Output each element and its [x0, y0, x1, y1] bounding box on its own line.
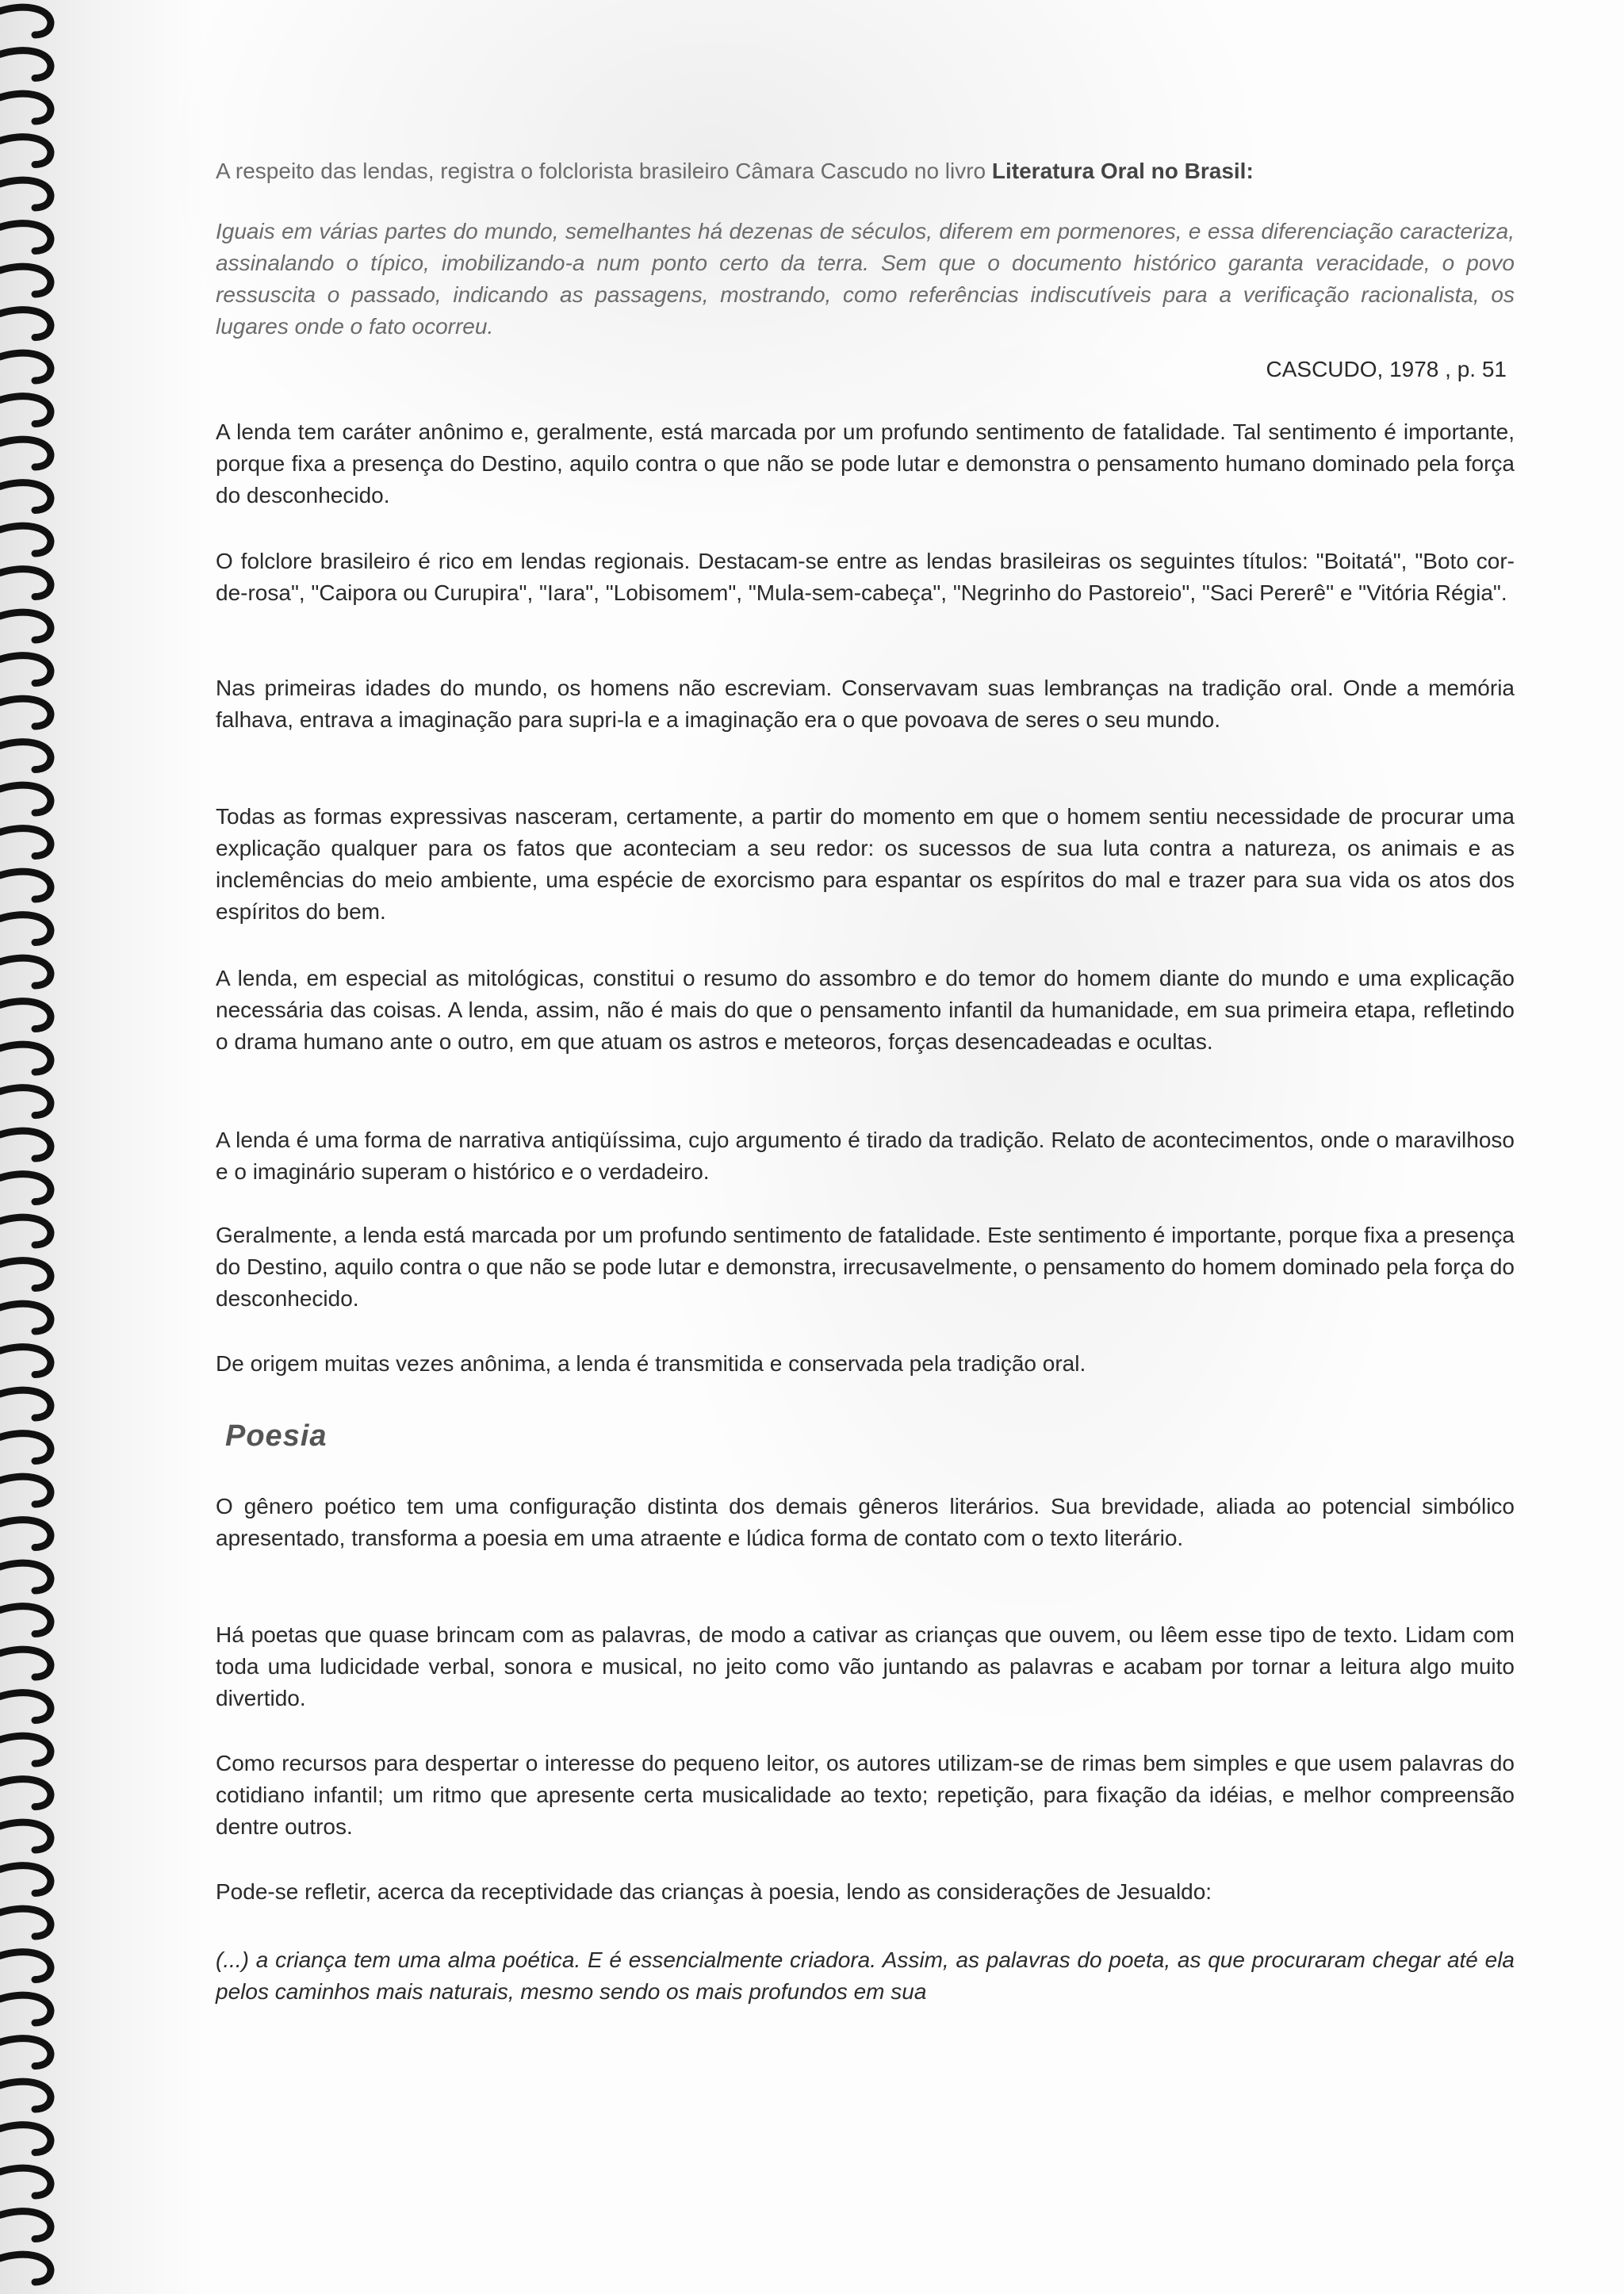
spiral-loop [0, 2254, 51, 2282]
paragraph-5: A lenda, em especial as mitológicas, constitui o resumo do assombro e do temor do homem diante do mundo e uma explicação necessária das coisas. A lenda, assim, não é mais do que o pensamento infantil da humanidade, em sua primeira etapa, refletindo o drama humano ante o outro, em que atuam os astros e meteoros, forças desencadeadas e ocultas. [216, 966, 1515, 1054]
spiral-loop [0, 1909, 51, 1936]
spiral-loop [0, 1390, 51, 1418]
spiral-loop [0, 396, 51, 424]
spiral-loop [0, 483, 51, 511]
spiral-loop [0, 1044, 51, 1072]
spiral-loop [0, 1649, 51, 1677]
spiral-loop [0, 915, 51, 943]
section-heading-poesia: Poesia [225, 1419, 327, 1453]
spiral-loop [0, 7, 51, 35]
spiral-loop [0, 958, 51, 986]
spiral-loop [0, 180, 51, 208]
spiral-loop [0, 51, 51, 79]
paragraph-1: A lenda tem caráter anônimo e, geralmente, está marcada por um profundo sentimento de fatalidade. Tal sentimento é importante, porque fixa a presença do Destino, aquilo contra o que não se pode lutar e demonstra o pensamento humano dominado pela força do desconhecido. [216, 419, 1515, 507]
spiral-loop [0, 1131, 51, 1158]
spiral-loop [0, 742, 51, 770]
spiral-loop [0, 1174, 51, 1202]
quote-citation: CASCUDO, 1978 , p. 51 [1266, 357, 1507, 381]
jesualdo-quote: (...) a criança tem uma alma poética. E é essencialmente criadora. Assim, as palavras do poeta, as que procuraram chegar até ela pelos caminhos mais naturais, mesmo sendo os mais profundos em sua [216, 1947, 1515, 2004]
poetry-paragraph-1: O gênero poético tem uma configuração distinta dos demais gêneros literários. Sua brevidade, aliada ao potencial simbólico apresentado, transforma a poesia em uma atraente e lúdica forma de contato com o texto literário. [216, 1494, 1515, 1550]
paragraph-3: Nas primeiras idades do mundo, os homens não escreviam. Conservavam suas lembranças na tradição oral. Onde a memória falhava, entrava a imaginação para supri-la e a imaginação era o que povoava de seres o seu mundo. [216, 676, 1515, 732]
spiral-loop [0, 1520, 51, 1548]
intro-book-title: Literatura Oral no Brasil: [991, 159, 1254, 183]
spiral-loop [0, 1693, 51, 1721]
cascudo-quote: Iguais em várias partes do mundo, semelhantes há dezenas de séculos, diferem em pormenores, e essa diferenciação caracteriza, assinalando o típico, imobilizando-a num ponto certo da terra. Sem que o documento histórico garanta veracidade, o povo ressuscita o passado, indicando as passagens, mostrando, como referências indiscutíveis para a verificação racionalista, os lugares onde o fato ocorreu. [216, 219, 1515, 339]
spiral-loop [0, 1607, 51, 1634]
spiral-loop [0, 1779, 51, 1807]
intro-text: A respeito das lendas, registra o folclorista brasileiro Câmara Cascudo no livro [216, 159, 992, 183]
spiral-loop [0, 699, 51, 726]
spiral-loop [0, 1001, 51, 1029]
spiral-loop [0, 1434, 51, 1461]
spiral-loop [0, 526, 51, 553]
spiral-loop [0, 1995, 51, 2023]
paragraph-4: Todas as formas expressivas nasceram, certamente, a partir do momento em que o homem sentiu necessidade de procurar uma explicação qualquer para os fatos que aconteciam a seu redor: os sucessos de sua luta contra a natureza, os animais e as inclemências do meio ambiente, uma espécie de exorcismo para espantar os espíritos do mal e trazer para sua vida os atos dos espíritos do bem. [216, 804, 1515, 924]
intro-line [216, 155, 1515, 187]
spiral-loop [0, 2039, 51, 2066]
paragraph-6: A lenda é uma forma de narrativa antiqüíssima, cujo argumento é tirado da tradição. Relato de acontecimentos, onde o maravilhoso e o imaginário superam o histórico e o verdadeiro. [216, 1128, 1515, 1184]
spiral-loop [0, 2168, 51, 2196]
poetry-paragraph-4: Pode-se refletir, acerca da receptividade das crianças à poesia, lendo as considerações de Jesualdo: [216, 1879, 1212, 1904]
spiral-binding [0, 0, 63, 2294]
spiral-loop [0, 1217, 51, 1245]
spiral-loop [0, 785, 51, 813]
spiral-loop [0, 2125, 51, 2153]
poetry-paragraph-3: Como recursos para despertar o interesse do pequeno leitor, os autores utilizam-se de rimas bem simples e que usem palavras do cotidiano infantil; um ritmo que apresente certa musicalidade ao texto; repetição, para fixação da idéias, e melhor compreensão dentre outros. [216, 1751, 1515, 1839]
spiral-loop [0, 1347, 51, 1375]
spiral-loop [0, 2212, 51, 2239]
spiral-loop [0, 353, 51, 381]
paragraph-8: De origem muitas vezes anônima, a lenda é transmitida e conservada pela tradição oral. [216, 1351, 1086, 1376]
spiral-loop [0, 1822, 51, 1850]
spiral-loop [0, 871, 51, 899]
spiral-loop [0, 310, 51, 338]
spiral-loop [0, 569, 51, 597]
spiral-loop [0, 1304, 51, 1331]
spiral-loop [0, 137, 51, 165]
spiral-loop [0, 439, 51, 467]
spiral-loop [0, 224, 51, 251]
spiral-loop [0, 1261, 51, 1289]
spiral-loop [0, 2081, 51, 2109]
spiral-loop [0, 1952, 51, 1980]
spiral-loop [0, 612, 51, 640]
spiral-loop [0, 266, 51, 294]
spiral-loop [0, 1866, 51, 1894]
spiral-loop [0, 656, 51, 684]
spiral-loop [0, 829, 51, 856]
spiral-loop [0, 1736, 51, 1764]
poetry-paragraph-2: Há poetas que quase brincam com as palavras, de modo a cativar as crianças que ouvem, ou lêem esse tipo de texto. Lidam com toda uma ludicidade verbal, sonora e musical, no jeito como vão juntando as palavras e acabam por tornar a leitura algo muito divertido. [216, 1622, 1515, 1710]
paragraph-2: O folclore brasileiro é rico em lendas regionais. Destacam-se entre as lendas brasileiras os seguintes títulos: "Boitatá", "Boto cor-de-rosa", "Caipora ou Curupira", "Iara", "Lobisomem", "Mula-sem-cabeça", "Negrinho do Pastoreio", "Saci Pererê" e "Vitória Régia". [216, 549, 1515, 605]
spiral-loop [0, 1563, 51, 1591]
paragraph-7: Geralmente, a lenda está marcada por um profundo sentimento de fatalidade. Este sentimento é importante, porque fixa a presença do Destino, aquilo contra o que não se pode lutar e demonstra, irrecusavelmente, o pensamento do homem dominado pela força do desconhecido. [216, 1223, 1515, 1311]
spiral-loop [0, 94, 51, 121]
spiral-loop [0, 1476, 51, 1504]
spiral-loop [0, 1088, 51, 1116]
